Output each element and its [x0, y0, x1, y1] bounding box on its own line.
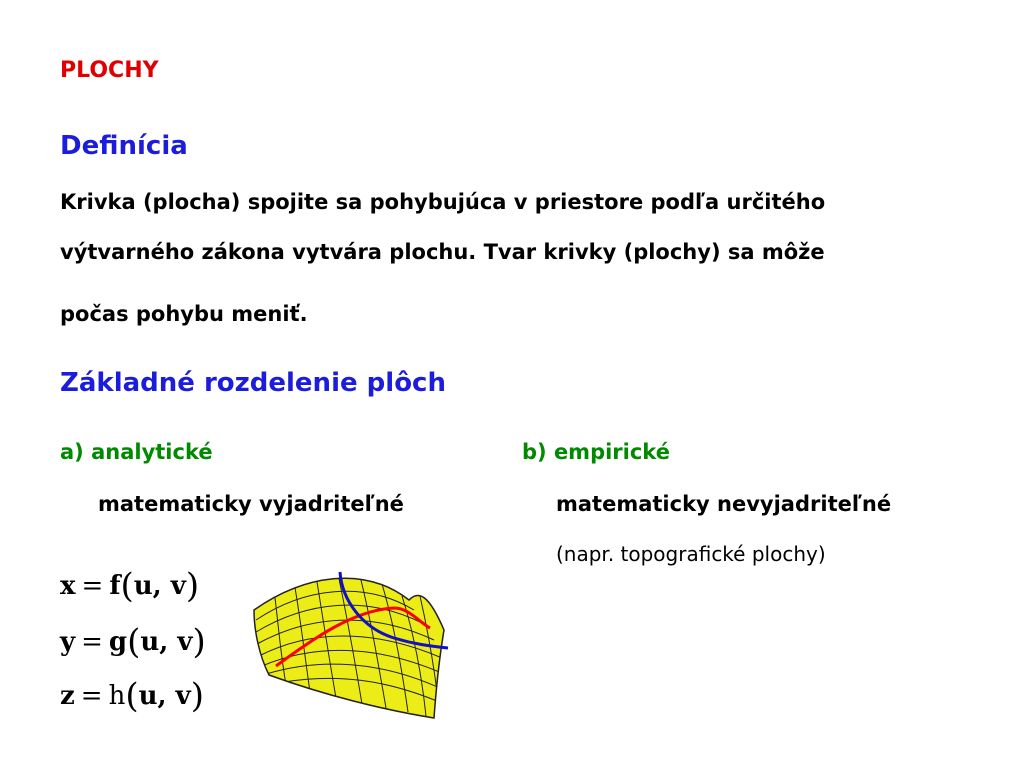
equation-x: [60, 566, 199, 606]
category-empiric-description: matematicky nevyjadriteľné: [556, 492, 892, 516]
equation-z: [60, 676, 204, 716]
definition-line-2: výtvarného zákona vytvára plochu. Tvar krivky (plochy) sa môže: [60, 240, 825, 264]
equation-lhs: x: [60, 571, 76, 601]
left-paren: (: [120, 566, 134, 606]
equation-y: [60, 622, 206, 662]
division-heading: Základné rozdelenie plôch: [60, 368, 446, 398]
slide-title: PLOCHY: [60, 58, 159, 83]
right-paren: ): [192, 622, 206, 662]
equation-lhs: y: [60, 627, 76, 657]
equation-args: u, v: [140, 627, 193, 657]
right-paren: ): [190, 676, 204, 716]
left-paren: (: [125, 676, 139, 716]
definition-heading: Definícia: [60, 131, 188, 161]
equation-function: f: [109, 571, 121, 601]
definition-line-3: počas pohybu meniť.: [60, 302, 308, 326]
equation-function: h: [108, 681, 126, 711]
parametric-surface-illustration: [244, 570, 464, 720]
category-empiric-label: b) empirické: [522, 440, 670, 464]
equation-function: g: [108, 627, 128, 657]
equation-args: u, v: [133, 571, 186, 601]
category-empiric-example: (napr. topografické plochy): [556, 542, 826, 566]
category-analytic-label: a) analytické: [60, 440, 213, 464]
equals-sign: =: [80, 681, 103, 711]
equals-sign: =: [81, 571, 104, 601]
category-analytic-description: matematicky vyjadriteľné: [98, 492, 404, 516]
equation-args: u, v: [138, 681, 191, 711]
equation-lhs: z: [60, 681, 75, 711]
definition-line-1: Krivka (plocha) spojite sa pohybujúca v priestore podľa určitého: [60, 190, 826, 214]
equals-sign: =: [81, 627, 103, 657]
left-paren: (: [127, 622, 141, 662]
right-paren: ): [185, 566, 200, 606]
